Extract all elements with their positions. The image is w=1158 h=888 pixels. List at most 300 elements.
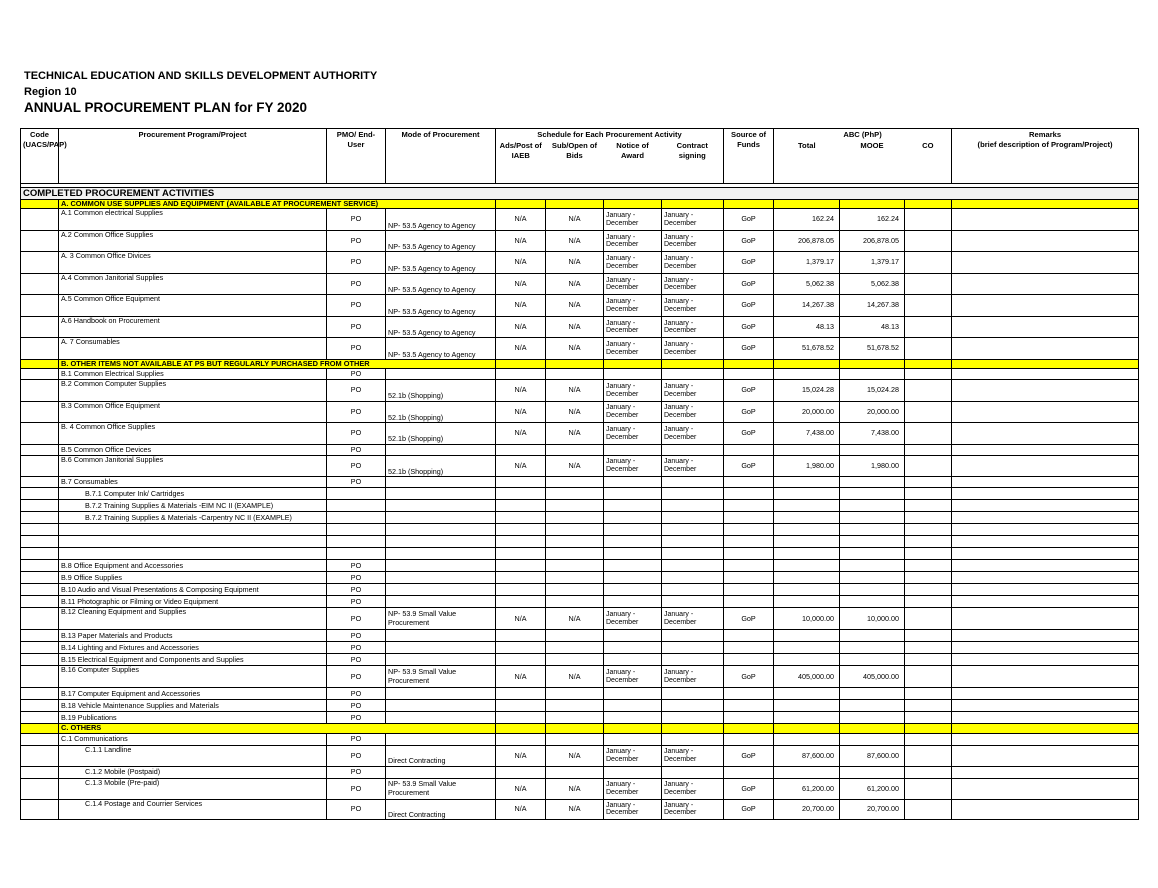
cell-empty <box>546 560 604 572</box>
cell-empty <box>724 688 774 700</box>
cell-empty <box>724 477 774 488</box>
cell-notice: January - December <box>604 455 662 477</box>
cell-notice: January - December <box>604 252 662 274</box>
cell-mooe: 1,379.17 <box>840 252 905 274</box>
cell-source: GoP <box>724 380 774 402</box>
cell-empty <box>724 548 774 560</box>
cell-empty <box>840 630 905 642</box>
cell-code <box>21 359 59 368</box>
col-code: Code (UACS/PAP) <box>21 129 59 184</box>
cell-name <box>59 536 327 548</box>
cell-empty <box>905 359 952 368</box>
cell-empty <box>604 596 662 608</box>
cell-empty <box>604 724 662 733</box>
completed-row <box>21 188 1139 200</box>
cell-code <box>21 596 59 608</box>
cell-pmo: PO <box>327 596 386 608</box>
cell-empty <box>386 512 496 524</box>
cell-ads: N/A <box>496 455 546 477</box>
cell-pmo: PO <box>327 584 386 596</box>
cell-source: GoP <box>724 799 774 820</box>
cell-name: B.15 Electrical Equipment and Components and Supplies <box>59 654 327 666</box>
cell-empty <box>546 512 604 524</box>
cell-empty <box>840 712 905 724</box>
cell-source: GoP <box>724 252 774 274</box>
cell-name: B.11 Photographic or Filming or Video Equipment <box>59 596 327 608</box>
cell-empty <box>386 560 496 572</box>
cell-mooe: 5,062.38 <box>840 273 905 295</box>
cell-notice: January - December <box>604 608 662 630</box>
cell-pmo: PO <box>327 252 386 274</box>
cell-mooe: 48.13 <box>840 316 905 338</box>
cell-ads: N/A <box>496 273 546 295</box>
cell-code <box>21 524 59 536</box>
cell-mode: NP- 53.5 Agency to Agency <box>386 252 496 274</box>
cell-empty <box>774 654 840 666</box>
cell-empty <box>840 524 905 536</box>
cell-total: 51,678.52 <box>774 338 840 360</box>
cell-total: 1,379.17 <box>774 252 840 274</box>
cell-name: B.7.1 Computer Ink/ Cartridges <box>59 488 327 500</box>
section-a-label: A. COMMON USE SUPPLIES AND EQUIPMENT (AVAILABLE AT PROCUREMENT SERVICE) <box>59 200 496 209</box>
cell-empty <box>724 488 774 500</box>
col-subopen: Sub/Open of Bids <box>546 140 604 183</box>
col-contract: Contract signing <box>662 140 724 183</box>
cell-subopen: N/A <box>546 799 604 820</box>
cell-co <box>905 316 952 338</box>
section-row-c <box>21 724 1139 733</box>
cell-code <box>21 733 59 745</box>
cell-empty <box>662 630 724 642</box>
cell-name: B.17 Computer Equipment and Accessories <box>59 688 327 700</box>
cell-name: B.6 Common Janitorial Supplies <box>59 455 327 477</box>
cell-mode: NP- 53.9 Small Value Procurement <box>386 778 496 799</box>
cell-empty <box>774 688 840 700</box>
table-row <box>21 230 1139 252</box>
cell-empty <box>546 548 604 560</box>
cell-empty <box>774 630 840 642</box>
cell-co <box>905 423 952 445</box>
table-row <box>21 209 1139 231</box>
cell-empty <box>774 712 840 724</box>
cell-mode: 52.1b (Shopping) <box>386 423 496 445</box>
cell-total: 20,000.00 <box>774 401 840 423</box>
cell-pmo: PO <box>327 380 386 402</box>
cell-mode: NP- 53.5 Agency to Agency <box>386 230 496 252</box>
cell-notice: January - December <box>604 338 662 360</box>
cell-pmo: PO <box>327 401 386 423</box>
cell-remarks <box>952 252 1139 274</box>
cell-empty <box>952 584 1139 596</box>
cell-empty <box>662 477 724 488</box>
cell-empty <box>546 536 604 548</box>
cell-ads: N/A <box>496 778 546 799</box>
cell-empty <box>386 369 496 380</box>
cell-co <box>905 273 952 295</box>
cell-code <box>21 455 59 477</box>
cell-notice: January - December <box>604 295 662 317</box>
cell-empty <box>386 477 496 488</box>
cell-pmo: PO <box>327 560 386 572</box>
cell-empty <box>662 359 724 368</box>
cell-name: A.5 Common Office Equipment <box>59 295 327 317</box>
table-row <box>21 273 1139 295</box>
cell-subopen: N/A <box>546 423 604 445</box>
cell-total: 162.24 <box>774 209 840 231</box>
cell-empty <box>905 642 952 654</box>
cell-empty <box>496 733 546 745</box>
cell-name: B.5 Common Office Devices <box>59 444 327 455</box>
cell-mooe: 20,700.00 <box>840 799 905 820</box>
cell-empty <box>905 724 952 733</box>
table-row <box>21 560 1139 572</box>
cell-empty <box>774 733 840 745</box>
cell-pmo: PO <box>327 273 386 295</box>
cell-empty <box>952 560 1139 572</box>
cell-empty <box>604 359 662 368</box>
cell-empty <box>840 584 905 596</box>
cell-empty <box>604 524 662 536</box>
cell-contract: January - December <box>662 778 724 799</box>
cell-empty <box>546 654 604 666</box>
cell-empty <box>546 572 604 584</box>
cell-code <box>21 766 59 778</box>
cell-empty <box>952 500 1139 512</box>
cell-source: GoP <box>724 338 774 360</box>
cell-empty <box>662 724 724 733</box>
section-row-a <box>21 200 1139 209</box>
cell-empty <box>662 733 724 745</box>
cell-empty <box>724 630 774 642</box>
cell-empty <box>724 500 774 512</box>
cell-source: GoP <box>724 273 774 295</box>
cell-contract: January - December <box>662 252 724 274</box>
cell-name: B.3 Common Office Equipment <box>59 401 327 423</box>
cell-pmo: PO <box>327 423 386 445</box>
cell-mooe: 10,000.00 <box>840 608 905 630</box>
cell-co <box>905 455 952 477</box>
cell-empty <box>546 500 604 512</box>
cell-code <box>21 630 59 642</box>
table-row <box>21 596 1139 608</box>
col-remarks-sub: (brief description of Program/Project) <box>977 140 1113 149</box>
cell-empty <box>774 724 840 733</box>
cell-co <box>905 380 952 402</box>
cell-empty <box>905 548 952 560</box>
cell-empty <box>386 654 496 666</box>
cell-mode: NP- 53.5 Agency to Agency <box>386 316 496 338</box>
cell-total: 48.13 <box>774 316 840 338</box>
cell-pmo <box>327 500 386 512</box>
cell-empty <box>952 712 1139 724</box>
table-row <box>21 444 1139 455</box>
cell-empty <box>604 712 662 724</box>
cell-pmo <box>327 548 386 560</box>
cell-empty <box>496 477 546 488</box>
cell-code <box>21 488 59 500</box>
cell-empty <box>905 500 952 512</box>
table-row <box>21 572 1139 584</box>
cell-empty <box>724 512 774 524</box>
cell-empty <box>952 488 1139 500</box>
cell-remarks <box>952 455 1139 477</box>
completed-label: COMPLETED PROCUREMENT ACTIVITIES <box>21 188 1139 200</box>
cell-empty <box>840 536 905 548</box>
cell-empty <box>662 688 724 700</box>
cell-empty <box>724 654 774 666</box>
cell-empty <box>774 488 840 500</box>
cell-code <box>21 584 59 596</box>
cell-notice: January - December <box>604 778 662 799</box>
cell-pmo <box>327 512 386 524</box>
cell-empty <box>386 488 496 500</box>
cell-contract: January - December <box>662 666 724 688</box>
cell-empty <box>952 596 1139 608</box>
cell-code <box>21 369 59 380</box>
cell-contract: January - December <box>662 423 724 445</box>
cell-co <box>905 209 952 231</box>
table-row <box>21 766 1139 778</box>
cell-notice: January - December <box>604 423 662 445</box>
cell-empty <box>604 369 662 380</box>
cell-total: 10,000.00 <box>774 608 840 630</box>
cell-pmo: PO <box>327 766 386 778</box>
cell-code <box>21 380 59 402</box>
cell-remarks <box>952 380 1139 402</box>
cell-empty <box>774 596 840 608</box>
cell-empty <box>496 654 546 666</box>
cell-empty <box>774 766 840 778</box>
cell-subopen: N/A <box>546 778 604 799</box>
cell-name: B. 4 Common Office Supplies <box>59 423 327 445</box>
agency-name: TECHNICAL EDUCATION AND SKILLS DEVELOPMENT AUTHORITY <box>24 70 378 82</box>
cell-empty <box>724 444 774 455</box>
cell-empty <box>952 724 1139 733</box>
cell-contract: January - December <box>662 209 724 231</box>
empty-row <box>21 536 1139 548</box>
cell-empty <box>662 712 724 724</box>
cell-ads: N/A <box>496 209 546 231</box>
cell-pmo: PO <box>327 338 386 360</box>
cell-name: B.2 Common Computer Supplies <box>59 380 327 402</box>
cell-co <box>905 666 952 688</box>
cell-empty <box>386 712 496 724</box>
cell-empty <box>774 500 840 512</box>
cell-pmo: PO <box>327 745 386 766</box>
col-source: Source of Funds <box>724 129 774 184</box>
cell-empty <box>496 369 546 380</box>
cell-code <box>21 642 59 654</box>
cell-name: A. 3 Common Office Divices <box>59 252 327 274</box>
cell-empty <box>724 369 774 380</box>
cell-name: C.1.2 Mobile (Postpaid) <box>59 766 327 778</box>
cell-empty <box>496 584 546 596</box>
table-row <box>21 252 1139 274</box>
cell-empty <box>724 359 774 368</box>
cell-empty <box>952 536 1139 548</box>
cell-remarks <box>952 316 1139 338</box>
cell-pmo <box>327 488 386 500</box>
cell-name: B.7 Consumables <box>59 477 327 488</box>
cell-co <box>905 230 952 252</box>
cell-empty <box>840 766 905 778</box>
cell-empty <box>496 766 546 778</box>
cell-co <box>905 799 952 820</box>
cell-empty <box>662 654 724 666</box>
cell-empty <box>952 548 1139 560</box>
cell-ads: N/A <box>496 295 546 317</box>
cell-code <box>21 560 59 572</box>
cell-empty <box>840 654 905 666</box>
cell-empty <box>546 724 604 733</box>
cell-remarks <box>952 338 1139 360</box>
cell-empty <box>724 712 774 724</box>
col-co: CO <box>905 140 952 183</box>
cell-subopen: N/A <box>546 252 604 274</box>
cell-empty <box>604 444 662 455</box>
cell-code <box>21 712 59 724</box>
cell-code <box>21 724 59 733</box>
table-row <box>21 799 1139 820</box>
cell-remarks <box>952 273 1139 295</box>
cell-empty <box>386 444 496 455</box>
cell-name: B.16 Computer Supplies <box>59 666 327 688</box>
col-program: Procurement Program/Project <box>59 129 327 184</box>
cell-contract: January - December <box>662 455 724 477</box>
cell-empty <box>840 444 905 455</box>
cell-pmo: PO <box>327 316 386 338</box>
cell-empty <box>774 369 840 380</box>
cell-empty <box>724 766 774 778</box>
cell-name: B.1 Common Electrical Supplies <box>59 369 327 380</box>
cell-mooe: 20,000.00 <box>840 401 905 423</box>
table-row <box>21 642 1139 654</box>
cell-pmo: PO <box>327 642 386 654</box>
table-row <box>21 608 1139 630</box>
cell-empty <box>662 642 724 654</box>
cell-ads: N/A <box>496 252 546 274</box>
cell-empty <box>496 536 546 548</box>
cell-code <box>21 572 59 584</box>
cell-empty <box>905 572 952 584</box>
cell-name: C.1.4 Postage and Courrier Services <box>59 799 327 820</box>
cell-code <box>21 338 59 360</box>
cell-mode: 52.1b (Shopping) <box>386 380 496 402</box>
cell-pmo: PO <box>327 700 386 712</box>
cell-empty <box>905 596 952 608</box>
cell-empty <box>386 572 496 584</box>
cell-empty <box>662 488 724 500</box>
cell-empty <box>774 642 840 654</box>
cell-code <box>21 688 59 700</box>
cell-empty <box>662 560 724 572</box>
cell-name: A.4 Common Janitorial Supplies <box>59 273 327 295</box>
cell-empty <box>840 560 905 572</box>
cell-empty <box>905 536 952 548</box>
cell-contract: January - December <box>662 799 724 820</box>
cell-empty <box>604 654 662 666</box>
cell-empty <box>774 572 840 584</box>
cell-code <box>21 654 59 666</box>
cell-empty <box>774 536 840 548</box>
cell-co <box>905 252 952 274</box>
cell-notice: January - December <box>604 666 662 688</box>
cell-pmo: PO <box>327 209 386 231</box>
cell-empty <box>662 500 724 512</box>
cell-empty <box>496 642 546 654</box>
cell-empty <box>604 548 662 560</box>
page-title: ANNUAL PROCUREMENT PLAN for FY 2020 <box>24 100 308 115</box>
cell-empty <box>386 596 496 608</box>
cell-subopen: N/A <box>546 273 604 295</box>
cell-mode: NP- 53.9 Small Value Procurement <box>386 608 496 630</box>
cell-empty <box>774 512 840 524</box>
cell-empty <box>952 359 1139 368</box>
table-body <box>21 184 1139 820</box>
col-pmo: PMO/ End-User <box>327 129 386 184</box>
cell-mooe: 15,024.28 <box>840 380 905 402</box>
table-row <box>21 380 1139 402</box>
cell-empty <box>662 536 724 548</box>
cell-notice: January - December <box>604 380 662 402</box>
cell-ads: N/A <box>496 666 546 688</box>
cell-empty <box>952 688 1139 700</box>
cell-empty <box>662 572 724 584</box>
cell-ads: N/A <box>496 230 546 252</box>
procurement-table <box>20 128 1139 820</box>
cell-empty <box>905 524 952 536</box>
cell-subopen: N/A <box>546 401 604 423</box>
cell-code <box>21 745 59 766</box>
cell-pmo: PO <box>327 799 386 820</box>
cell-total: 87,600.00 <box>774 745 840 766</box>
table-row <box>21 512 1139 524</box>
cell-empty <box>662 584 724 596</box>
cell-name: C.1.3 Mobile (Pre-paid) <box>59 778 327 799</box>
cell-empty <box>604 572 662 584</box>
cell-contract: January - December <box>662 608 724 630</box>
cell-name: A.2 Common Office Supplies <box>59 230 327 252</box>
cell-pmo: PO <box>327 666 386 688</box>
cell-pmo: PO <box>327 733 386 745</box>
cell-empty <box>546 369 604 380</box>
cell-ads: N/A <box>496 423 546 445</box>
table-row <box>21 584 1139 596</box>
cell-empty <box>905 477 952 488</box>
table-row <box>21 700 1139 712</box>
cell-code <box>21 799 59 820</box>
table-row <box>21 500 1139 512</box>
section-c-label: C. OTHERS <box>59 724 496 733</box>
cell-mooe: 7,438.00 <box>840 423 905 445</box>
cell-empty <box>905 488 952 500</box>
cell-name: A.1 Common electrical Supplies <box>59 209 327 231</box>
cell-empty <box>546 584 604 596</box>
cell-subopen: N/A <box>546 666 604 688</box>
cell-total: 14,267.38 <box>774 295 840 317</box>
cell-pmo: PO <box>327 778 386 799</box>
cell-co <box>905 401 952 423</box>
cell-pmo: PO <box>327 572 386 584</box>
cell-code <box>21 512 59 524</box>
cell-contract: January - December <box>662 230 724 252</box>
cell-subopen: N/A <box>546 316 604 338</box>
cell-empty <box>546 359 604 368</box>
cell-empty <box>386 700 496 712</box>
cell-pmo: PO <box>327 369 386 380</box>
cell-empty <box>905 766 952 778</box>
cell-pmo: PO <box>327 654 386 666</box>
